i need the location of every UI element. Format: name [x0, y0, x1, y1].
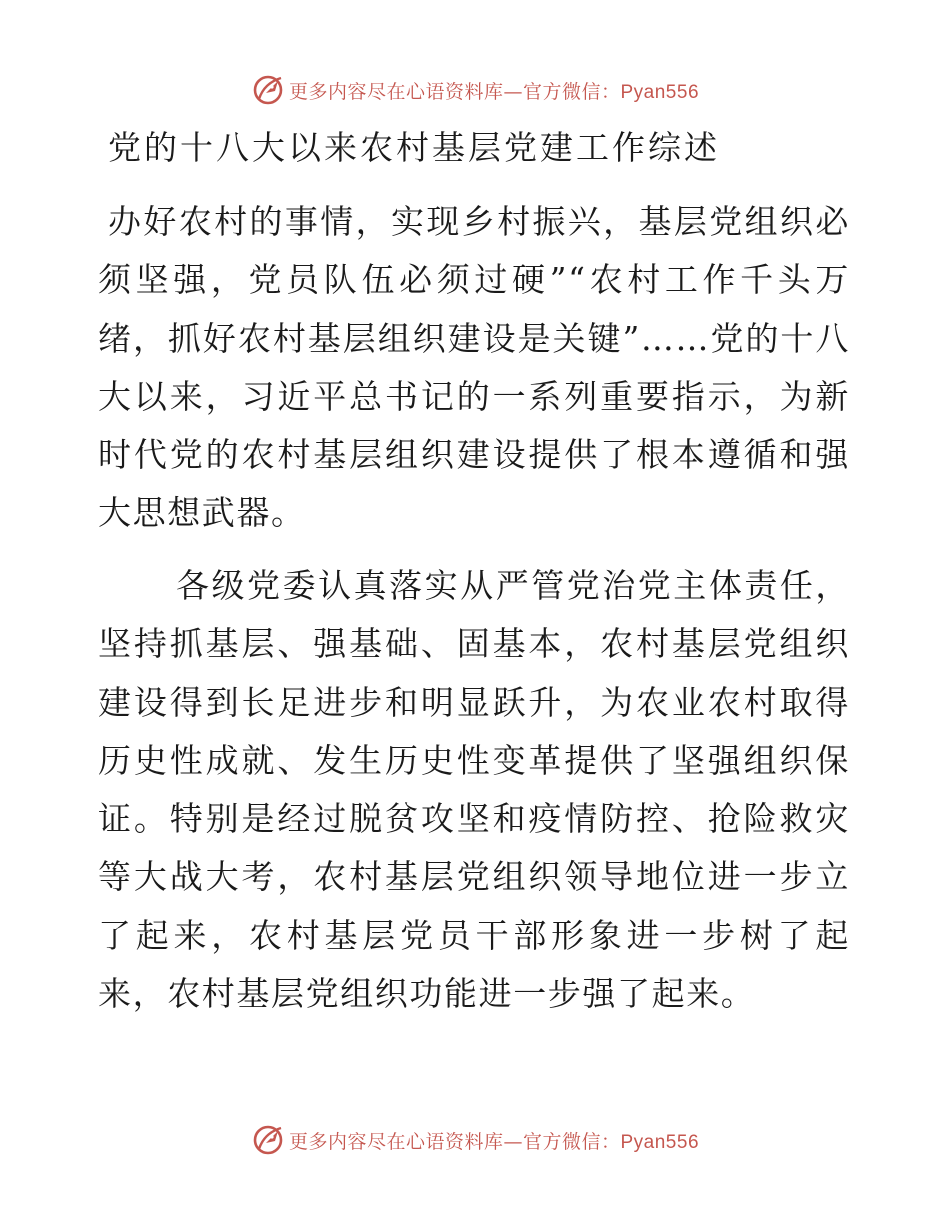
- paragraph-1: 办好农村的事情，实现乡村振兴，基层党组织必须坚强，党员队伍必须过硬”“农村工作千头万绪，抓好农村基层组织建设是关键”……党的十八大以来，习近平总书记的一系列重要指示，为新时代党的农村基层组织建设提供了根本遵循和强大思想武器。: [98, 202, 850, 533]
- header-banner: [0, 70, 950, 110]
- header-banner-text: [289, 77, 699, 104]
- document-title: 党的十八大以来农村基层党建工作综述: [108, 128, 720, 167]
- footer-banner: [0, 1120, 950, 1160]
- header-banner-label: 更多内容尽在心语资料库—官方微信：: [288, 80, 621, 103]
- pen-nib-logo-icon: [251, 73, 285, 107]
- footer-wechat-id: Pyan556: [620, 1131, 700, 1153]
- paragraph-2: 各级党委认真落实从严管党治党主体责任，坚持抓基层、强基础、固基本，农村基层党组织建设得到长足进步和明显跃升，为农业农村取得历史性成就、发生历史性变革提供了坚强组织保证。特别是经过脱贫攻坚和疫情防控、抢险救灾等大战大考，农村基层党组织领导地位进一步立了起来，农村基层党员干部形象进一步树了起来，农村基层党组织功能进一步强了起来。: [98, 566, 850, 1014]
- header-wechat-id: Pyan556: [620, 81, 700, 103]
- footer-banner-text: [289, 1127, 699, 1154]
- footer-banner-label: 更多内容尽在心语资料库—官方微信：: [288, 1130, 621, 1153]
- pen-nib-logo-icon: [251, 1123, 285, 1157]
